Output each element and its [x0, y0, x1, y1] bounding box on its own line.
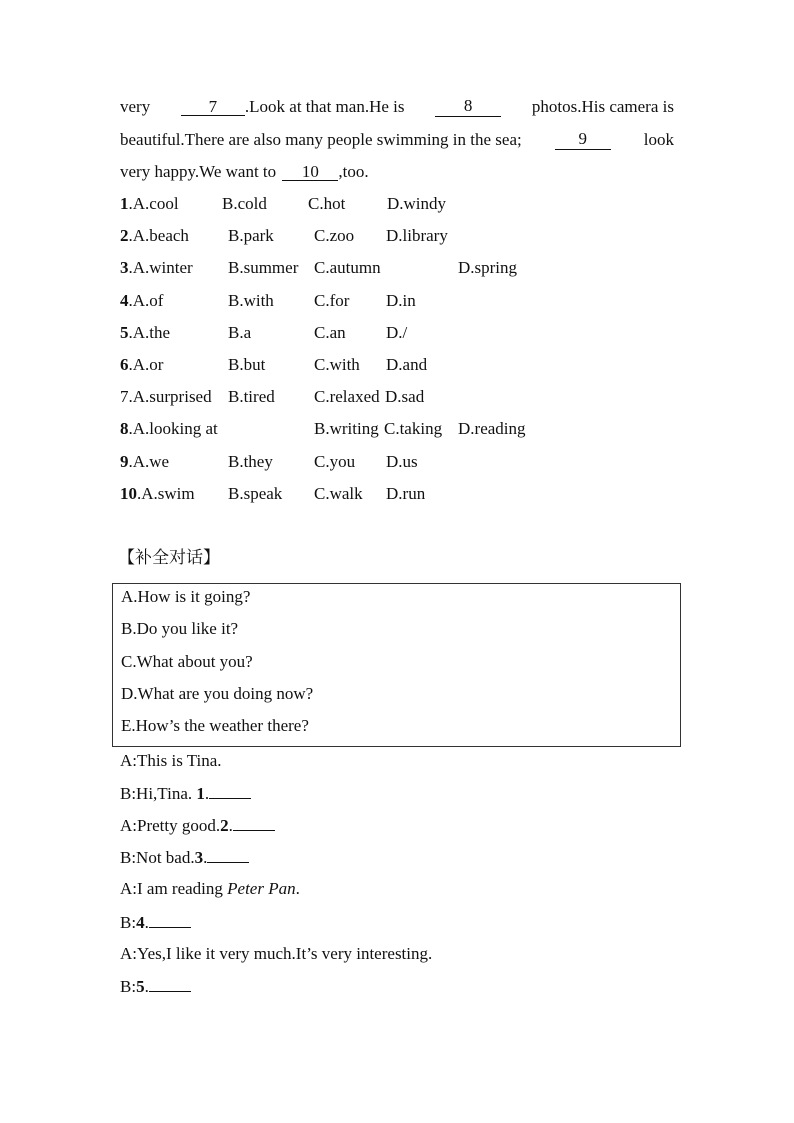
option-d: D./: [386, 323, 408, 342]
blank-number: 2: [220, 816, 229, 835]
option-c: C.zoo: [314, 226, 355, 245]
option-b: B.summer: [228, 258, 299, 277]
question-number: 8: [120, 419, 129, 438]
blank-number: 4: [136, 913, 145, 932]
dialogue-line: [120, 879, 300, 899]
dialogue-line: B:4.: [120, 912, 191, 933]
option-a: .A.of: [128, 291, 164, 310]
option-b: B.tired: [228, 387, 275, 406]
option-a: .A.we: [128, 452, 170, 471]
dialogue-text: B:Hi,Tina.: [120, 784, 197, 803]
answer-blank: [233, 815, 275, 831]
option-c: C.walk: [314, 484, 363, 503]
option-c: C.hot: [308, 194, 346, 213]
option-b: B.a: [228, 323, 252, 342]
option-b: B.with: [228, 291, 274, 310]
options-box: [112, 583, 681, 747]
option-a: .A.winter: [128, 258, 193, 277]
option-a: .A.surprised: [128, 387, 212, 406]
dialogue-text: A:I am reading: [120, 879, 228, 898]
option-b: B.park: [228, 226, 274, 245]
passage-line-1: [120, 97, 674, 117]
dialogue-line: B:Hi,Tina. 1.: [120, 783, 251, 804]
answer-blank: [149, 976, 191, 992]
question-number: 1: [120, 194, 129, 213]
passage-line-3: [120, 162, 369, 182]
option-d: D.run: [386, 484, 426, 503]
option-c: C.for: [314, 291, 350, 310]
option-item: E.How’s the weather there?: [121, 716, 309, 735]
answer-blank: [207, 847, 249, 863]
passage-text: very: [120, 97, 151, 116]
blank-9: 9: [555, 130, 611, 150]
option-d: D.and: [386, 355, 428, 374]
dialogue-line: A:This is Tina.: [120, 751, 222, 770]
option-d: D.reading: [458, 419, 526, 438]
dialogue-text: A:Pretty good.: [120, 816, 221, 835]
option-d: D.windy: [387, 194, 447, 213]
blank-number: 5: [136, 977, 145, 996]
option-c: C.autumn: [314, 258, 381, 277]
dialogue-line: B:Not bad.3.: [120, 847, 249, 868]
option-d: D.in: [386, 291, 416, 310]
option-b: B.but: [228, 355, 266, 374]
question-number: 3: [120, 258, 129, 277]
option-b: B.speak: [228, 484, 283, 503]
option-d: D.spring: [458, 258, 518, 277]
option-b: B.writing: [314, 419, 379, 438]
option-c: C.you: [314, 452, 356, 471]
question-number: 7: [120, 387, 129, 406]
dialogue-line: B:5.: [120, 976, 191, 997]
option-item: D.What are you doing now?: [121, 684, 314, 703]
blank-number: 1: [196, 784, 205, 803]
option-item: C.What about you?: [121, 652, 253, 671]
dialogue-text: .: [295, 879, 300, 898]
option-d: D.library: [386, 226, 448, 245]
option-b: B.they: [228, 452, 273, 471]
dialogue-text: B:Not bad.: [120, 848, 195, 867]
answer-blank: [209, 783, 251, 799]
blank-7: 7: [181, 98, 245, 116]
question-number: 6: [120, 355, 129, 374]
dialogue-line: A:Yes,I like it very much.It’s very interesting.: [120, 944, 433, 963]
passage-text: ,too.: [338, 162, 369, 181]
option-d: D.us: [386, 452, 418, 471]
option-item: B.Do you like it?: [121, 619, 239, 638]
option-a: .A.swim: [137, 484, 195, 503]
question-number: 4: [120, 291, 129, 310]
blank-number: 3: [194, 848, 204, 867]
option-b: B.cold: [222, 194, 267, 213]
option-c: C.taking: [384, 419, 443, 438]
question-number: 10: [120, 484, 137, 503]
blank-8: 8: [435, 97, 501, 117]
blank-10: 10: [282, 163, 338, 181]
dialogue-line: A:Pretty good.2.: [120, 815, 275, 836]
dialogue-text: B:: [120, 977, 137, 996]
answer-blank: [149, 912, 191, 928]
option-c: C.an: [314, 323, 346, 342]
passage-text: beautiful.There are also many people swimming in the sea;: [120, 130, 522, 149]
option-d: D.sad: [385, 387, 425, 406]
question-number: 5: [120, 323, 129, 342]
option-a: .A.looking at: [128, 419, 218, 438]
option-a: .A.the: [128, 323, 171, 342]
passage-text: very happy.We want to: [120, 162, 277, 181]
option-c: C.relaxed: [314, 387, 380, 406]
question-number: 9: [120, 452, 129, 471]
option-item: A.How is it going?: [121, 587, 251, 606]
dialogue-text: B:: [120, 913, 137, 932]
passage-text: photos.His camera is: [531, 97, 674, 116]
section-heading: 【补全对话】: [118, 548, 220, 568]
option-c: C.with: [314, 355, 360, 374]
passage-text: .Look at that man.He is: [244, 97, 405, 116]
option-a: .A.cool: [128, 194, 179, 213]
book-title: Peter Pan: [227, 879, 296, 898]
question-number: 2: [120, 226, 129, 245]
passage-text: look: [643, 130, 674, 149]
option-a: .A.or: [128, 355, 164, 374]
passage-line-2: [120, 130, 674, 150]
option-a: .A.beach: [128, 226, 189, 245]
